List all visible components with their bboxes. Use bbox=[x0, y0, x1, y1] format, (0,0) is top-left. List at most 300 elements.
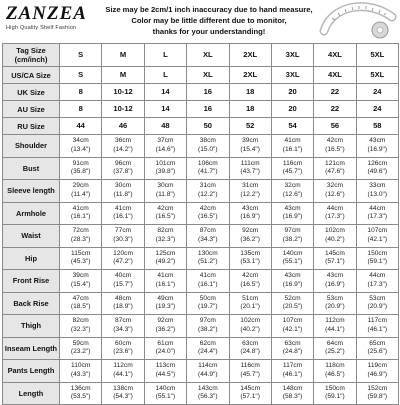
inch-value: (16.5") bbox=[198, 213, 218, 221]
measurement-cell bbox=[102, 270, 144, 293]
cm-value: 120cm bbox=[113, 249, 133, 257]
inch-value: (14.2") bbox=[113, 145, 133, 153]
inch-value: (16.9") bbox=[282, 213, 303, 221]
inch-value: (32.3") bbox=[70, 325, 91, 333]
size-cell: 8 bbox=[60, 101, 102, 118]
inch-value: (16.1") bbox=[70, 213, 91, 221]
cm-value: 148cm bbox=[282, 384, 303, 392]
cm-value: 116cm bbox=[282, 159, 303, 167]
measurement-row bbox=[3, 157, 399, 180]
inch-value: (38.2") bbox=[198, 325, 218, 333]
measurement-cell bbox=[102, 135, 144, 158]
cm-value: 33cm bbox=[369, 182, 386, 190]
inch-value: (12.6") bbox=[282, 190, 303, 198]
cm-value: 97cm bbox=[284, 227, 301, 235]
measurement-row bbox=[3, 337, 399, 360]
cm-value: 138cm bbox=[113, 384, 133, 392]
measurement-cell bbox=[356, 382, 398, 405]
cm-value: 72cm bbox=[72, 227, 89, 235]
cm-value: 39cm bbox=[72, 272, 89, 280]
size-cell: 48 bbox=[144, 118, 186, 135]
row-header: Inseam Length bbox=[3, 337, 60, 360]
measurement-cell bbox=[229, 225, 271, 248]
measurement-cell bbox=[271, 180, 313, 203]
inch-value: (55.1") bbox=[155, 393, 176, 401]
measurement-row bbox=[3, 247, 399, 270]
measurement-cell bbox=[60, 135, 102, 158]
measurement-cell bbox=[144, 135, 186, 158]
size-cell: 20 bbox=[271, 101, 313, 118]
size-cell: 18 bbox=[229, 101, 271, 118]
size-cell: 44 bbox=[60, 118, 102, 135]
inch-value: (12.2") bbox=[198, 190, 218, 198]
cm-value: 115cm bbox=[71, 249, 91, 257]
size-row bbox=[3, 101, 399, 118]
measurement-cell bbox=[271, 292, 313, 315]
measurement-cell bbox=[229, 180, 271, 203]
measurement-cell bbox=[314, 180, 356, 203]
inch-value: (28.3") bbox=[70, 235, 91, 243]
inch-value: (15.0") bbox=[198, 145, 218, 153]
row-header: RU Size bbox=[3, 118, 60, 135]
cm-value: 82cm bbox=[72, 317, 89, 325]
inch-value: (58.3") bbox=[282, 393, 303, 401]
measurement-cell bbox=[229, 337, 271, 360]
cm-value: 140cm bbox=[282, 249, 303, 257]
measurement-cell bbox=[229, 202, 271, 225]
size-cell: 24 bbox=[356, 84, 398, 101]
inch-value: (59.8") bbox=[367, 393, 388, 401]
inch-value: (53.1") bbox=[240, 258, 260, 266]
cm-value: 111cm bbox=[240, 159, 260, 167]
cm-value: 44cm bbox=[326, 204, 343, 212]
cm-value: 102cm bbox=[325, 227, 345, 235]
inch-value: (44.5") bbox=[155, 370, 176, 378]
cm-value: 135cm bbox=[240, 249, 261, 257]
row-header: AU Size bbox=[3, 101, 60, 118]
size-cell: 14 bbox=[144, 84, 186, 101]
measurement-cell bbox=[102, 157, 144, 180]
measurement-cell bbox=[60, 270, 102, 293]
inch-value: (24.8") bbox=[240, 348, 260, 356]
inch-value: (20.9") bbox=[325, 303, 345, 311]
measurement-cell bbox=[102, 292, 144, 315]
notice-line-2: Color may be little different due to monitor, bbox=[131, 16, 287, 25]
inch-value: (16.1") bbox=[113, 213, 133, 221]
size-cell: 16 bbox=[187, 84, 229, 101]
measurement-row bbox=[3, 360, 399, 383]
row-header: Pants Length bbox=[3, 360, 60, 383]
inch-value: (34.3") bbox=[198, 235, 218, 243]
measurement-cell bbox=[229, 157, 271, 180]
cm-value: 63cm bbox=[284, 339, 301, 347]
size-cell: 4XL bbox=[314, 67, 356, 84]
measurement-cell bbox=[271, 382, 313, 405]
cm-value: 42cm bbox=[199, 204, 216, 212]
row-header: Back Rise bbox=[3, 292, 60, 315]
size-cell: 22 bbox=[314, 101, 356, 118]
cm-value: 41cm bbox=[157, 272, 174, 280]
measurement-cell bbox=[314, 247, 356, 270]
cm-value: 49cm bbox=[157, 294, 174, 302]
measurement-cell bbox=[187, 360, 229, 383]
size-row bbox=[3, 118, 399, 135]
size-cell: 22 bbox=[314, 84, 356, 101]
notice-line-3: thanks for your understanding! bbox=[152, 27, 266, 36]
inch-value: (13.4") bbox=[70, 145, 91, 153]
inch-value: (16.5") bbox=[325, 145, 345, 153]
measurement-cell bbox=[102, 315, 144, 338]
measurement-cell bbox=[356, 157, 398, 180]
row-header: Front Rise bbox=[3, 270, 60, 293]
measurement-cell bbox=[60, 157, 102, 180]
measurement-cell bbox=[144, 225, 186, 248]
size-cell: L bbox=[144, 67, 186, 84]
measurement-cell bbox=[60, 337, 102, 360]
cm-value: 30cm bbox=[115, 182, 132, 190]
size-cell: 54 bbox=[271, 118, 313, 135]
inch-value: (35.8") bbox=[70, 168, 91, 176]
row-header: Tag Size (cm/inch) bbox=[3, 44, 60, 67]
cm-value: 152cm bbox=[367, 384, 388, 392]
measurement-cell bbox=[314, 225, 356, 248]
brand-logo bbox=[6, 4, 102, 31]
measurement-cell bbox=[102, 247, 144, 270]
cm-value: 40cm bbox=[115, 272, 132, 280]
measurement-cell bbox=[60, 202, 102, 225]
inch-value: (25.6") bbox=[367, 348, 388, 356]
measurement-cell bbox=[229, 292, 271, 315]
inch-value: (24.4") bbox=[198, 348, 218, 356]
cm-value: 110cm bbox=[71, 362, 91, 370]
measurement-cell bbox=[314, 315, 356, 338]
measurement-cell bbox=[187, 225, 229, 248]
cm-value: 91cm bbox=[72, 159, 89, 167]
inch-value: (46.1") bbox=[367, 325, 388, 333]
measurement-cell bbox=[187, 202, 229, 225]
inch-value: (24.0") bbox=[155, 348, 176, 356]
inch-value: (14.6") bbox=[155, 145, 176, 153]
inch-value: (47.6") bbox=[325, 168, 345, 176]
inch-value: (46.9") bbox=[367, 370, 388, 378]
measurement-cell bbox=[144, 180, 186, 203]
measurement-cell bbox=[144, 157, 186, 180]
measurement-cell bbox=[60, 382, 102, 405]
cm-value: 114cm bbox=[198, 362, 218, 370]
measurement-cell bbox=[187, 157, 229, 180]
inch-value: (11.8") bbox=[113, 190, 133, 198]
size-cell: S bbox=[60, 67, 102, 84]
measurement-cell bbox=[102, 360, 144, 383]
size-cell: S bbox=[60, 44, 102, 67]
cm-value: 41cm bbox=[72, 204, 89, 212]
size-cell: 46 bbox=[102, 118, 144, 135]
size-row bbox=[3, 84, 399, 101]
inch-value: (18.5") bbox=[70, 303, 91, 311]
inch-value: (19.3") bbox=[155, 303, 176, 311]
cm-value: 145cm bbox=[240, 384, 261, 392]
cm-value: 96cm bbox=[115, 159, 132, 167]
cm-value: 32cm bbox=[284, 182, 301, 190]
measurement-cell bbox=[314, 360, 356, 383]
cm-value: 60cm bbox=[115, 339, 132, 347]
size-cell: 56 bbox=[314, 118, 356, 135]
measurement-cell bbox=[356, 315, 398, 338]
cm-value: 65cm bbox=[369, 339, 386, 347]
measurement-cell bbox=[187, 337, 229, 360]
inch-value: (34.3") bbox=[113, 325, 133, 333]
inch-value: (23.2") bbox=[70, 348, 91, 356]
cm-value: 43cm bbox=[369, 137, 386, 145]
cm-value: 48cm bbox=[115, 294, 132, 302]
cm-value: 43cm bbox=[326, 272, 343, 280]
cm-value: 59cm bbox=[72, 339, 89, 347]
cm-value: 150cm bbox=[367, 249, 388, 257]
inch-value: (20.1") bbox=[240, 303, 260, 311]
cm-value: 42cm bbox=[157, 204, 174, 212]
inch-value: (59.1") bbox=[325, 393, 345, 401]
measurement-cell bbox=[60, 360, 102, 383]
cm-value: 97cm bbox=[199, 317, 216, 325]
inch-value: (51.2") bbox=[198, 258, 218, 266]
inch-value: (57.1") bbox=[325, 258, 345, 266]
cm-value: 34cm bbox=[72, 137, 89, 145]
cm-value: 61cm bbox=[157, 339, 174, 347]
cm-value: 112cm bbox=[113, 362, 133, 370]
inch-value: (12.2") bbox=[240, 190, 260, 198]
inch-value: (12.6") bbox=[325, 190, 345, 198]
inch-value: (20.9") bbox=[367, 303, 388, 311]
inch-value: (36.2") bbox=[240, 235, 260, 243]
size-cell: M bbox=[102, 44, 144, 67]
measurement-cell bbox=[314, 157, 356, 180]
size-cell: 2XL bbox=[229, 44, 271, 67]
measurement-cell bbox=[356, 135, 398, 158]
measurement-cell bbox=[187, 292, 229, 315]
inch-value: (16.1") bbox=[198, 280, 218, 288]
cm-value: 36cm bbox=[115, 137, 132, 145]
measurement-cell bbox=[144, 315, 186, 338]
inch-value: (46.5") bbox=[325, 370, 345, 378]
measurement-row bbox=[3, 225, 399, 248]
inch-value: (16.9") bbox=[367, 145, 388, 153]
inch-value: (46.1") bbox=[282, 370, 303, 378]
size-row bbox=[3, 67, 399, 84]
inch-value: (15.4") bbox=[70, 280, 91, 288]
cm-value: 31cm bbox=[199, 182, 216, 190]
measurement-cell bbox=[271, 247, 313, 270]
cm-value: 145cm bbox=[325, 249, 345, 257]
cm-value: 38cm bbox=[199, 137, 216, 145]
row-header: Length bbox=[3, 382, 60, 405]
measurement-cell bbox=[187, 270, 229, 293]
inch-value: (19.7") bbox=[198, 303, 218, 311]
measurement-row bbox=[3, 382, 399, 405]
cm-value: 87cm bbox=[199, 227, 216, 235]
measurement-cell bbox=[314, 337, 356, 360]
inch-value: (37.8") bbox=[113, 168, 133, 176]
inch-value: (57.1") bbox=[240, 393, 260, 401]
row-header: US/CA Size bbox=[3, 67, 60, 84]
measurement-cell bbox=[271, 157, 313, 180]
size-cell: 16 bbox=[187, 101, 229, 118]
cm-value: 41cm bbox=[115, 204, 132, 212]
cm-value: 117cm bbox=[282, 362, 303, 370]
cm-value: 52cm bbox=[284, 294, 301, 302]
size-cell: 5XL bbox=[356, 67, 398, 84]
cm-value: 41cm bbox=[199, 272, 216, 280]
cm-value: 113cm bbox=[155, 362, 176, 370]
measurement-cell bbox=[229, 315, 271, 338]
measurement-cell bbox=[229, 247, 271, 270]
inch-value: (40.2") bbox=[240, 325, 260, 333]
inch-value: (40.2") bbox=[325, 235, 345, 243]
measurement-cell bbox=[356, 270, 398, 293]
inch-value: (49.2") bbox=[155, 258, 176, 266]
inch-value: (44.9") bbox=[198, 370, 218, 378]
measurement-cell bbox=[314, 292, 356, 315]
row-header: Shoulder bbox=[3, 135, 60, 158]
cm-value: 63cm bbox=[242, 339, 259, 347]
size-chart-table bbox=[2, 43, 399, 405]
inch-value: (42.1") bbox=[282, 325, 303, 333]
chart-header bbox=[0, 0, 400, 42]
cm-value: 117cm bbox=[367, 317, 387, 325]
inch-value: (20.5") bbox=[282, 303, 303, 311]
inch-value: (18.9") bbox=[113, 303, 133, 311]
cm-value: 43cm bbox=[242, 204, 259, 212]
inch-value: (23.6") bbox=[113, 348, 133, 356]
cm-value: 107cm bbox=[367, 227, 388, 235]
measurement-cell bbox=[356, 202, 398, 225]
inch-value: (38.2") bbox=[282, 235, 303, 243]
brand-tagline: High Quality Shelf Fashion bbox=[6, 25, 77, 31]
cm-value: 82cm bbox=[157, 227, 174, 235]
measurement-cell bbox=[356, 337, 398, 360]
measurement-cell bbox=[271, 202, 313, 225]
row-header: Waist bbox=[3, 225, 60, 248]
measurement-row bbox=[3, 135, 399, 158]
measurement-row bbox=[3, 202, 399, 225]
row-header: UK Size bbox=[3, 84, 60, 101]
cm-value: 47cm bbox=[72, 294, 89, 302]
size-cell: 50 bbox=[187, 118, 229, 135]
cm-value: 53cm bbox=[326, 294, 343, 302]
size-cell: 10-12 bbox=[102, 84, 144, 101]
cm-value: 125cm bbox=[155, 249, 176, 257]
inch-value: (16.1") bbox=[155, 280, 176, 288]
measurement-cell bbox=[356, 180, 398, 203]
measurement-row bbox=[3, 270, 399, 293]
measurement-notice bbox=[104, 4, 314, 37]
cm-value: 130cm bbox=[197, 249, 218, 257]
inch-value: (54.3") bbox=[113, 393, 133, 401]
cm-value: 107cm bbox=[282, 317, 303, 325]
measurement-cell bbox=[356, 292, 398, 315]
row-header: Armhole bbox=[3, 202, 60, 225]
inch-value: (59.1") bbox=[367, 258, 388, 266]
measurement-row bbox=[3, 180, 399, 203]
inch-value: (36.2") bbox=[155, 325, 176, 333]
measurement-cell bbox=[144, 247, 186, 270]
inch-value: (16.9") bbox=[240, 213, 260, 221]
inch-value: (16.5") bbox=[155, 213, 176, 221]
inch-value: (39.8") bbox=[155, 168, 176, 176]
cm-value: 119cm bbox=[367, 362, 387, 370]
measurement-cell bbox=[102, 202, 144, 225]
inch-value: (49.6") bbox=[367, 168, 388, 176]
measurement-cell bbox=[229, 382, 271, 405]
inch-value: (25.2") bbox=[325, 348, 345, 356]
measurement-cell bbox=[187, 247, 229, 270]
cm-value: 106cm bbox=[197, 159, 218, 167]
inch-value: (11.4") bbox=[71, 190, 91, 198]
cm-value: 64cm bbox=[326, 339, 343, 347]
cm-value: 92cm bbox=[157, 317, 174, 325]
measurement-cell bbox=[314, 270, 356, 293]
measurement-cell bbox=[60, 180, 102, 203]
cm-value: 39cm bbox=[242, 137, 259, 145]
size-cell: M bbox=[102, 67, 144, 84]
measurement-cell bbox=[144, 292, 186, 315]
measurement-cell bbox=[271, 315, 313, 338]
cm-value: 29cm bbox=[72, 182, 89, 190]
measurement-cell bbox=[102, 225, 144, 248]
cm-value: 121cm bbox=[325, 159, 345, 167]
measurement-cell bbox=[271, 360, 313, 383]
measurement-cell bbox=[187, 180, 229, 203]
inch-value: (43.7") bbox=[240, 168, 260, 176]
cm-value: 126cm bbox=[367, 159, 388, 167]
measurement-cell bbox=[187, 135, 229, 158]
measurement-cell bbox=[356, 225, 398, 248]
inch-value: (53.5") bbox=[70, 393, 91, 401]
cm-value: 51cm bbox=[242, 294, 259, 302]
cm-value: 77cm bbox=[115, 227, 132, 235]
measurement-cell bbox=[60, 225, 102, 248]
cm-value: 92cm bbox=[242, 227, 259, 235]
inch-value: (17.3") bbox=[367, 280, 388, 288]
cm-value: 41cm bbox=[284, 137, 301, 145]
size-cell: 52 bbox=[229, 118, 271, 135]
size-cell: L bbox=[144, 44, 186, 67]
measurement-cell bbox=[144, 270, 186, 293]
inch-value: (16.5") bbox=[240, 280, 260, 288]
measurement-cell bbox=[144, 202, 186, 225]
notice-line-1: Size may be 2cm/1 inch inaccuracy due to hand measure, bbox=[105, 5, 313, 14]
size-cell: 58 bbox=[356, 118, 398, 135]
inch-value: (24.8") bbox=[282, 348, 303, 356]
inch-value: (13.0") bbox=[367, 190, 388, 198]
inch-value: (43.3") bbox=[70, 370, 91, 378]
measurement-cell bbox=[271, 135, 313, 158]
cm-value: 143cm bbox=[197, 384, 218, 392]
inch-value: (16.1") bbox=[282, 145, 303, 153]
cm-value: 43cm bbox=[284, 204, 301, 212]
size-cell: 4XL bbox=[314, 44, 356, 67]
measurement-cell bbox=[271, 225, 313, 248]
inch-value: (15.4") bbox=[240, 145, 260, 153]
measurement-cell bbox=[60, 247, 102, 270]
inch-value: (45.7") bbox=[282, 168, 303, 176]
inch-value: (32.3") bbox=[155, 235, 176, 243]
inch-value: (42.1") bbox=[367, 235, 388, 243]
inch-value: (11.8") bbox=[155, 190, 175, 198]
cm-value: 87cm bbox=[115, 317, 132, 325]
size-cell: 14 bbox=[144, 101, 186, 118]
inch-value: (41.7") bbox=[198, 168, 218, 176]
cm-value: 43cm bbox=[284, 272, 301, 280]
